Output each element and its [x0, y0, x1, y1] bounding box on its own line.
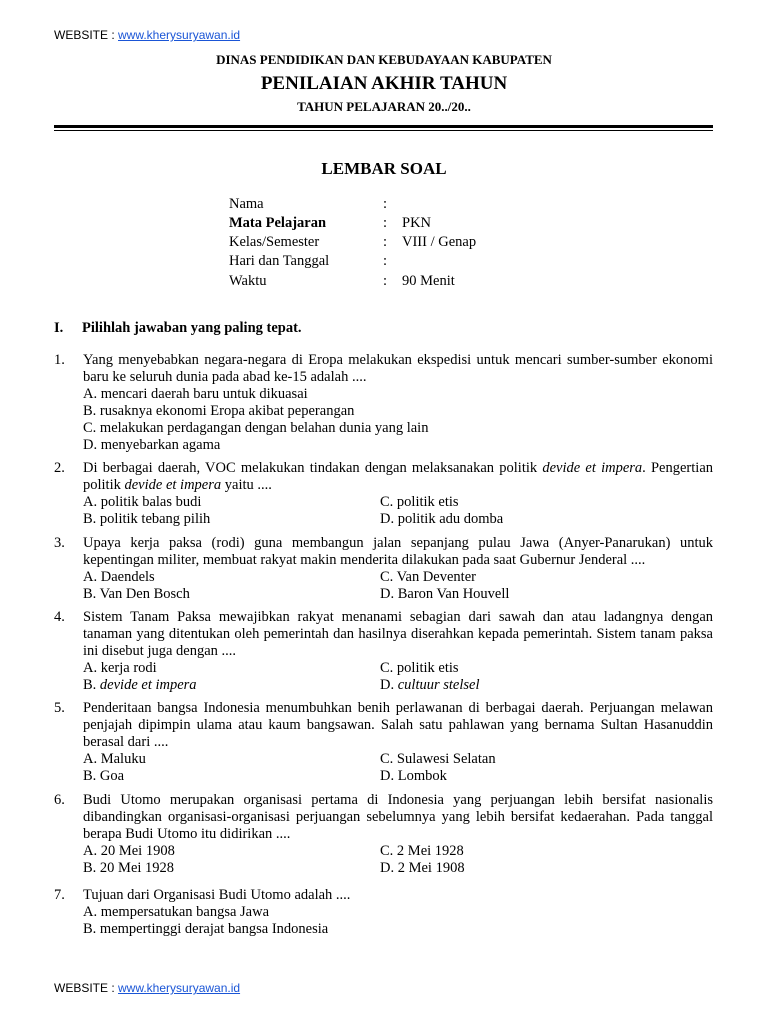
website-header — [54, 28, 240, 43]
identity-label: Nama — [229, 196, 264, 212]
option-b: B. Van Den Bosch — [83, 586, 190, 602]
identity-value: 90 Menit — [402, 273, 455, 289]
option-d: D. politik adu domba — [380, 511, 504, 527]
website-link[interactable]: www.kherysuryawan.id — [118, 981, 241, 995]
question-6 — [54, 792, 713, 877]
header-rule-thick — [54, 125, 713, 128]
website-footer — [54, 981, 240, 996]
sheet-title: LEMBAR SOAL — [321, 159, 447, 178]
question-stem — [83, 460, 713, 494]
stem-text: . Pengertian politik — [83, 460, 713, 493]
question-5 — [54, 700, 713, 785]
question-1 — [54, 352, 713, 454]
option-c: C. politik etis — [380, 660, 459, 676]
option-a: A. Maluku — [83, 751, 146, 767]
option-d: D. 2 Mei 1908 — [380, 860, 465, 876]
exam-title: PENILAIAN AKHIR TAHUN — [260, 73, 508, 94]
agency-name: DINAS PENDIDIKAN DAN KEBUDAYAAN KABUPATEN — [216, 52, 552, 67]
identity-colon: : — [383, 234, 388, 250]
option-a: A. kerja rodi — [83, 660, 157, 676]
option-b: B. rusaknya ekonomi Eropa akibat peperangan — [83, 403, 355, 419]
question-7 — [54, 887, 713, 938]
website-label: WEBSITE : — [54, 28, 119, 42]
question-stem: Penderitaan bangsa Indonesia menumbuhkan benih perlawanan di berbagai daerah. Perjuangan melawan penjajah dipimpin ulama atau kaum bangsawan. Salah satu pahlawan yang bernama Sultan Hasanuddin berasal dari .... — [83, 700, 713, 750]
question-3 — [54, 535, 713, 603]
header-rule-thin — [54, 130, 713, 131]
stem-italic-term: devide et impera — [542, 460, 643, 476]
identity-label: Waktu — [229, 273, 267, 289]
question-stem: Tujuan dari Organisasi Budi Utomo adalah .... — [83, 887, 351, 903]
option-b: B. politik tebang pilih — [83, 511, 211, 527]
identity-colon: : — [383, 215, 388, 231]
option-c: C. 2 Mei 1928 — [380, 843, 464, 859]
option-text: cultuur stelsel — [397, 677, 480, 693]
question-number: 4. — [54, 609, 65, 625]
identity-colon: : — [383, 253, 388, 269]
question-number: 6. — [54, 792, 65, 808]
question-stem: Sistem Tanam Paksa mewajibkan rakyat menanami sebagian dari sawah dan atau ladangnya dengan tanaman yang ditentukan oleh pemerintah dan hasilnya diserahkan kepada pemerintah. Sistem tanam paksa ini disebut juga dengan .... — [83, 609, 713, 659]
option-c: C. Van Deventer — [380, 569, 476, 585]
identity-label: Hari dan Tanggal — [229, 253, 330, 269]
identity-value: VIII / Genap — [402, 234, 477, 250]
question-4 — [54, 609, 713, 694]
identity-colon: : — [383, 273, 388, 289]
option-b — [83, 677, 380, 694]
options-grid — [83, 494, 713, 528]
option-letter: D. — [380, 677, 398, 693]
option-d: D. Baron Van Houvell — [380, 586, 510, 602]
stem-italic-term: devide et impera — [124, 477, 222, 493]
question-number: 5. — [54, 700, 65, 716]
stem-text: Di berbagai daerah, VOC melakukan tindakan dengan melaksanakan politik — [83, 460, 543, 476]
option-d: D. menyebarkan agama — [83, 437, 221, 453]
option-a: A. politik balas budi — [83, 494, 202, 510]
identity-label: Kelas/Semester — [229, 234, 320, 250]
options-grid — [83, 843, 713, 877]
question-number: 7. — [54, 887, 65, 903]
option-b: B. mempertinggi derajat bangsa Indonesia — [83, 921, 329, 937]
option-c: C. melakukan perdagangan dengan belahan dunia yang lain — [83, 420, 429, 436]
instruction-text: Pilihlah jawaban yang paling tepat. — [82, 320, 302, 336]
option-a: A. 20 Mei 1908 — [83, 843, 175, 859]
option-d — [380, 677, 713, 694]
option-a: A. mencari daerah baru untuk dikuasai — [83, 386, 308, 402]
section-number: I. — [54, 320, 64, 336]
option-letter: B. — [83, 677, 100, 693]
academic-year: TAHUN PELAJARAN 20../20.. — [297, 99, 471, 114]
question-number: 1. — [54, 352, 65, 368]
question-stem: Yang menyebabkan negara-negara di Eropa melakukan ekspedisi untuk mencari sumber-sumber ekonomi baru ke seluruh dunia pada abad ke-15 adalah .... — [83, 352, 713, 385]
website-label: WEBSITE : — [54, 981, 119, 995]
options-grid — [83, 569, 713, 603]
identity-colon: : — [383, 196, 388, 212]
option-text: devide et impera — [99, 677, 197, 693]
question-number: 3. — [54, 535, 65, 551]
option-c: C. politik etis — [380, 494, 459, 510]
options-grid — [83, 660, 713, 694]
option-a: A. Daendels — [83, 569, 155, 585]
identity-label: Mata Pelajaran — [229, 215, 327, 231]
website-link[interactable]: www.kherysuryawan.id — [118, 28, 241, 42]
question-number: 2. — [54, 460, 65, 476]
identity-value: PKN — [402, 215, 432, 231]
question-stem: Upaya kerja paksa (rodi) guna membangun jalan sepanjang pulau Jawa (Anyer-Panarukan) untuk kepentingan militer, membuat rakyat makin menderita dilakukan pada saat Gubernur Jenderal .... — [83, 535, 713, 568]
question-stem: Budi Utomo merupakan organisasi pertama di Indonesia yang perjuangan lebih bersifat nasionalis dibandingkan organisasi-organisasi perjuangan sebelumnya yang lebih bersifat kedaerahan. Pada tanggal berapa Budi Utomo itu didirikan .... — [83, 792, 713, 842]
option-a: A. mempersatukan bangsa Jawa — [83, 904, 270, 920]
stem-text: yaitu .... — [221, 477, 272, 493]
options-grid — [83, 751, 713, 785]
option-b: B. Goa — [83, 768, 125, 784]
option-b: B. 20 Mei 1928 — [83, 860, 175, 876]
option-c: C. Sulawesi Selatan — [380, 751, 496, 767]
option-d: D. Lombok — [380, 768, 447, 784]
question-2 — [54, 460, 713, 528]
